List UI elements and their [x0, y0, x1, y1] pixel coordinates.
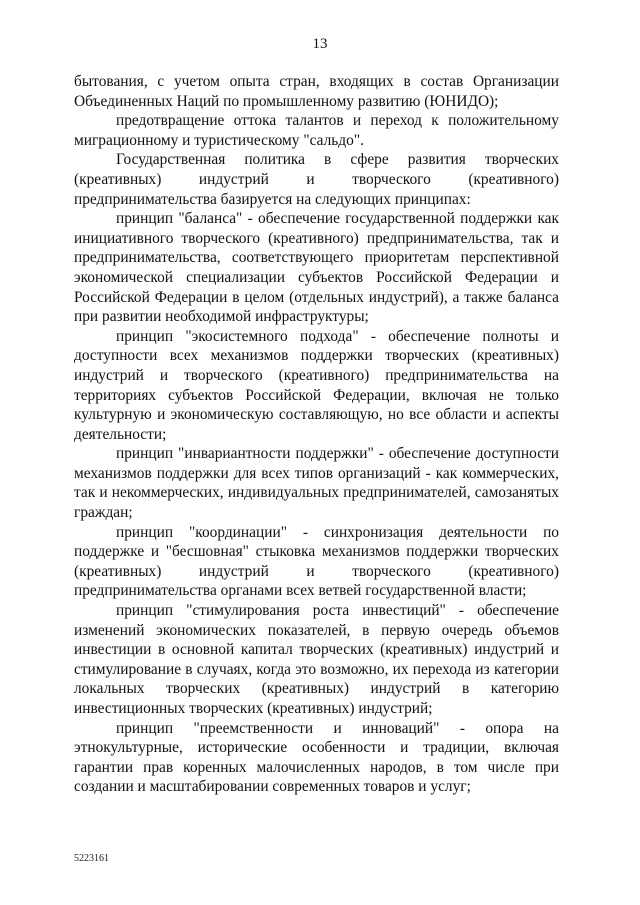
- paragraph-7: принцип "координации" - синхронизация деятельности по поддержке и "бесшовная" стыковка механизмов поддержки творческих (креативных) индустрий и творческого (креативного) предпринимательства органами всех ветвей государственной власти;: [74, 523, 559, 600]
- paragraph-5: принцип "экосистемного подхода" - обеспечение полноты и доступности всех механизмов поддержки творческих (креативных) индустрий и творческого (креативного) предпринимательства на территориях субъектов Российской Федерации, включая не только культурную и экономическую составляющую, но все области и аспекты деятельности;: [74, 327, 559, 443]
- document-code: 5223161: [74, 853, 109, 864]
- paragraph-8: принцип "стимулирования роста инвестиций" - обеспечение изменений экономических показателей, в первую очередь объемов инвестиции в основной капитал творческих (креативных) индустрий и стимулирование в случаях, когда это возможно, их перехода из категории локальных творческих (креативных) индустрий в категорию инвестиционных творческих (креативных) индустрий;: [74, 602, 559, 717]
- paragraph-6: принцип "инвариантности поддержки" - обеспечение доступности механизмов поддержки для всех типов организаций - как коммерческих, так и некоммерческих, индивидуальных предпринимателей, самозанятых граждан;: [74, 445, 559, 522]
- page-number: 13: [312, 36, 328, 52]
- paragraph-3: Государственная политика в сфере развития творческих (креативных) индустрий и творческого (креативного) предпринимательства базируется на следующих принципах:: [74, 151, 559, 208]
- paragraph-2: предотвращение оттока талантов и переход к положительному миграционному и туристическому "сальдо".: [74, 112, 559, 149]
- document-body: [74, 72, 559, 797]
- paragraph-1: бытования, с учетом опыта стран, входящих в состав Организации Объединенных Наций по промышленному развитию (ЮНИДО);: [74, 73, 559, 110]
- paragraph-9: принцип "преемственности и инноваций" - опора на этнокультурные, исторические особенности и традиции, включая гарантии прав коренных малочисленных народов, в том числе при создании и масштабировании современных товаров и услуг;: [74, 719, 559, 796]
- paragraph-4: принцип "баланса" - обеспечение государственной поддержки как инициативного творческого (креативного) предпринимательства, так и предпринимательства, соответствующего приоритетам перспективной экономической специализации субъектов Российской Федерации и Российской Федерации в целом (отдельных индустрий), а также баланса при развитии необходимой инфраструктуры;: [74, 210, 559, 326]
